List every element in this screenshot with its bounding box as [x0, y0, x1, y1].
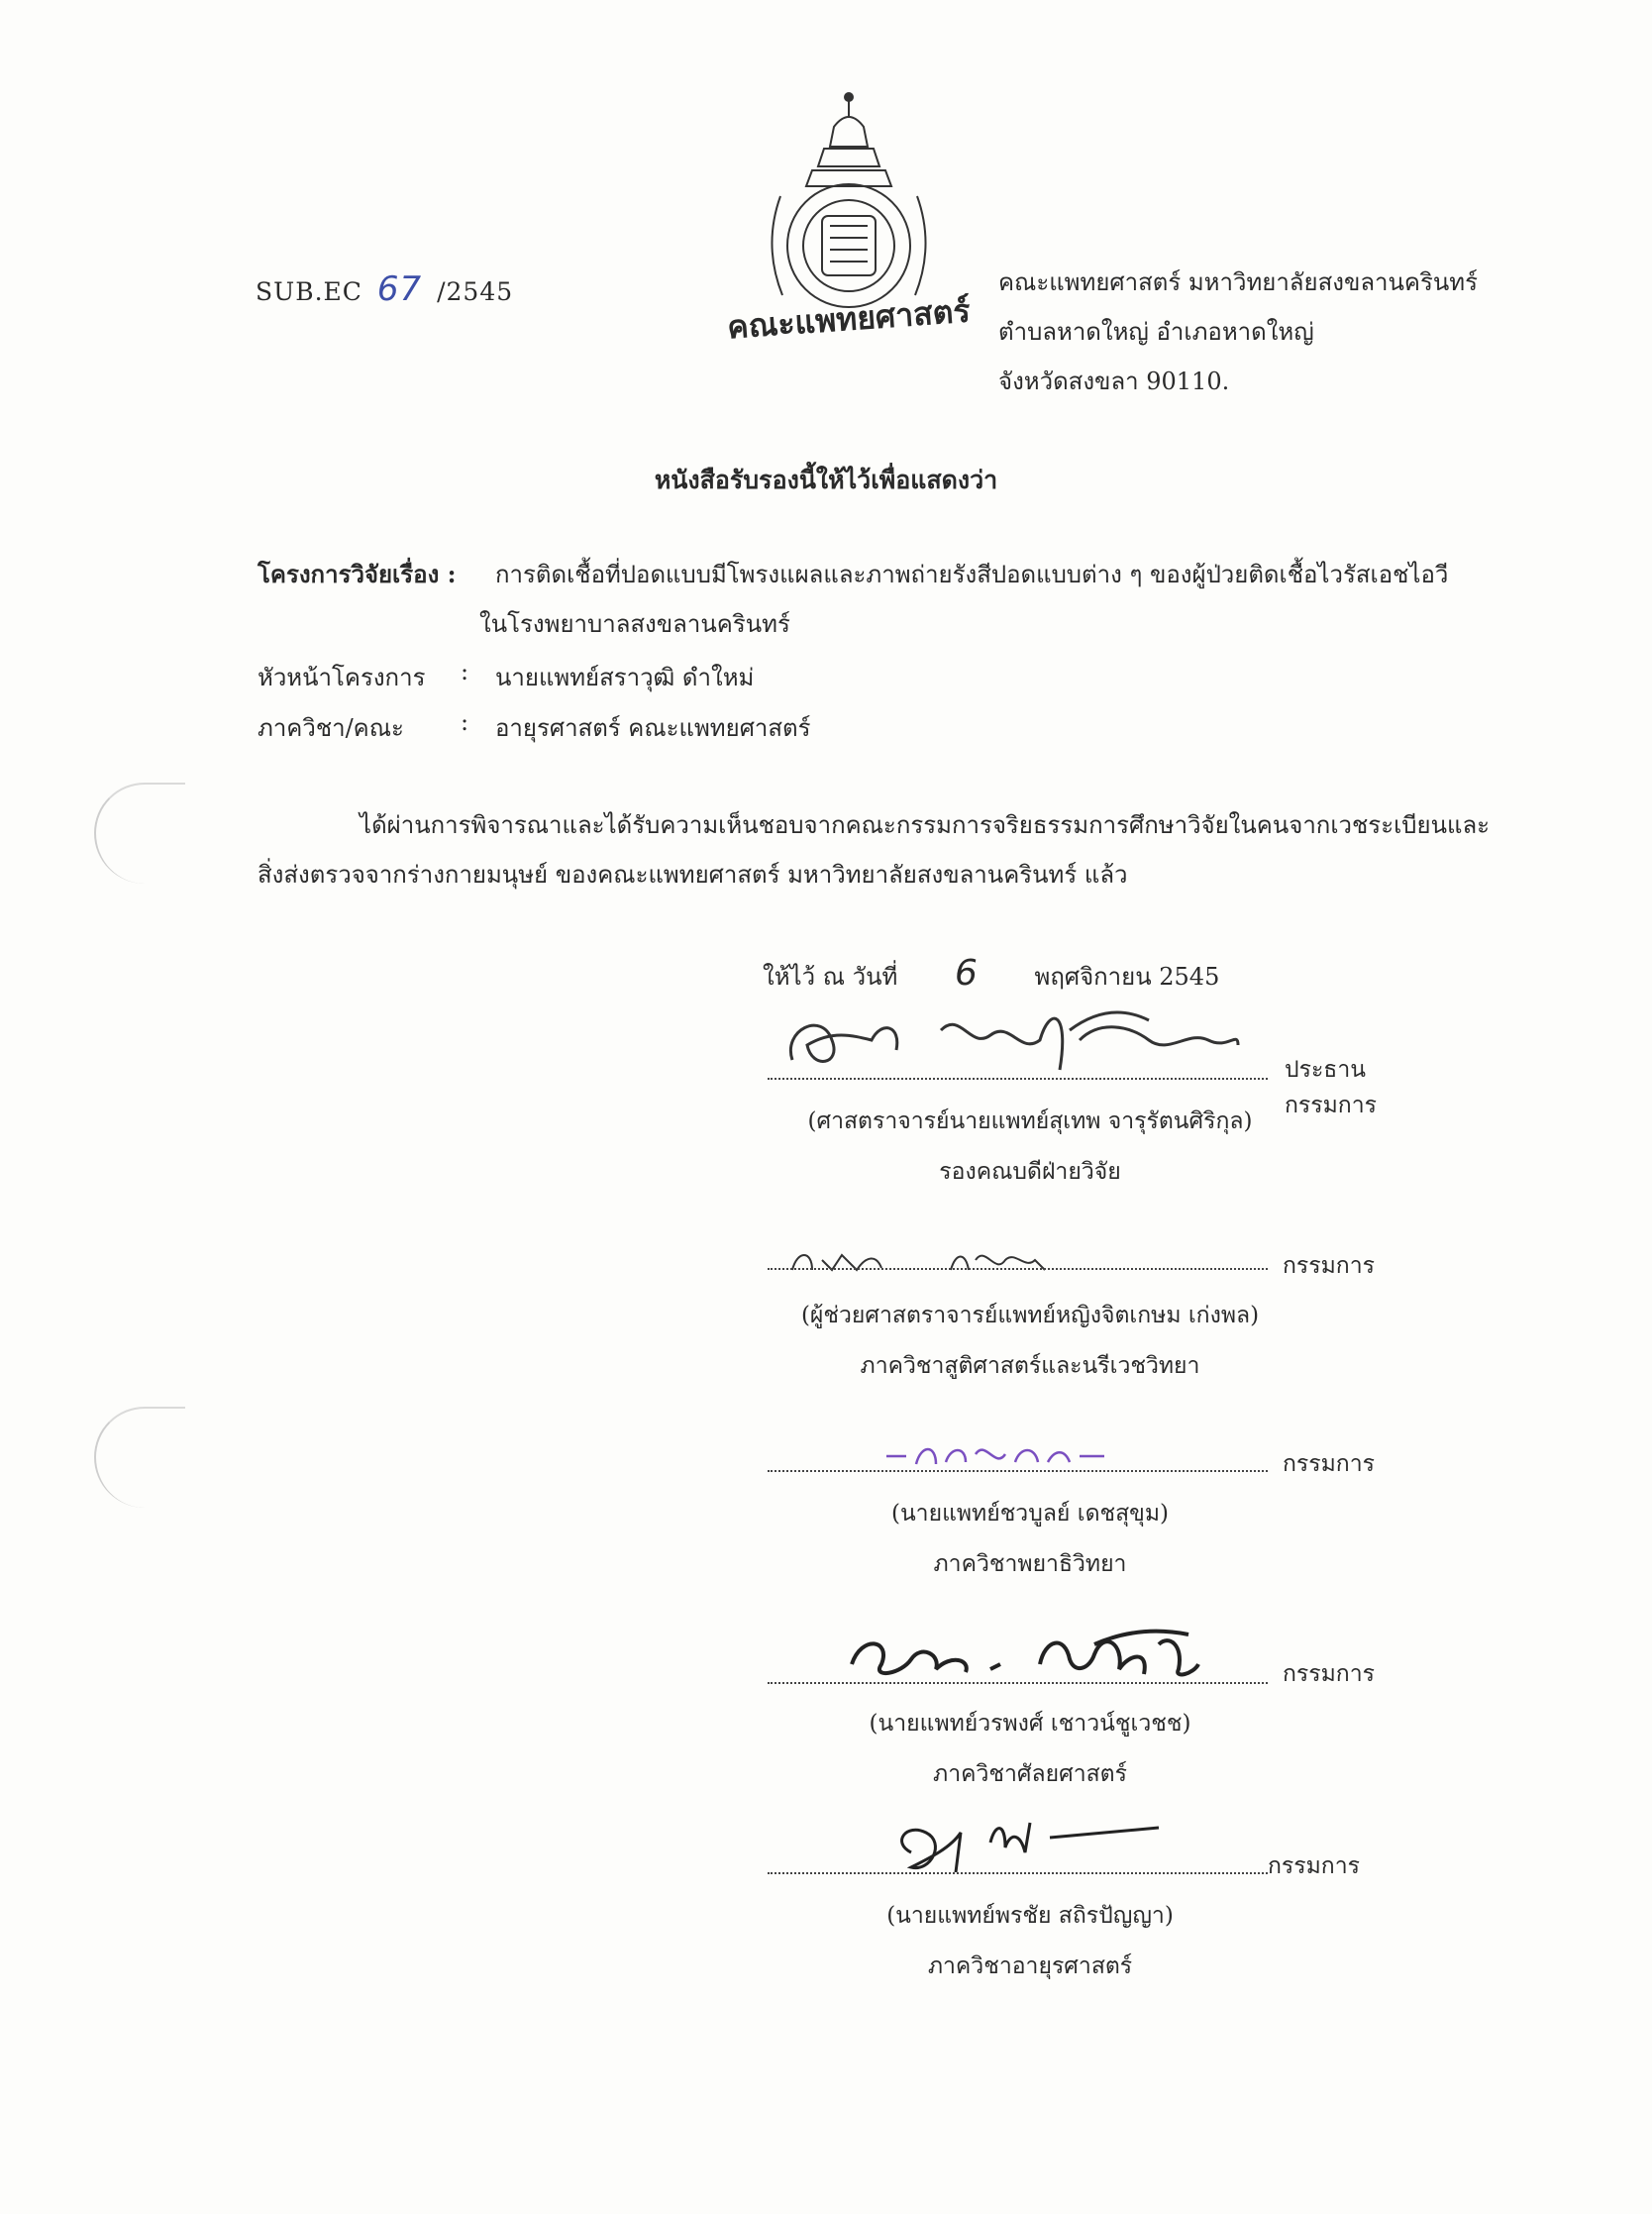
- handwritten-signature: [842, 1625, 1218, 1684]
- document-title: หนังสือรับรองนี้ให้ไว้เพื่อแสดงว่า: [654, 466, 998, 494]
- signatory-name: (นายแพทย์ชวบูลย์ เดชสุขุม): [890, 1501, 1170, 1527]
- project-value: การติดเชื้อที่ปอดแบบมีโพรงแผลและภาพถ่ายรังสีปอดแบบต่าง ๆ ของผู้ป่วยติดเชื้อไวรัสเอชไอวี: [495, 561, 1449, 588]
- signatory-name: (ผู้ช่วยศาสตราจารย์แพทย์หญิงจิตเกษม เก่งพล): [800, 1303, 1260, 1328]
- address-block: [998, 258, 1478, 406]
- signatory-role: ประธานกรรมการ: [1285, 1057, 1377, 1118]
- project-value-continued: ในโรงพยาบาลสงขลานครินทร์: [479, 610, 790, 638]
- handwritten-signature: [881, 1803, 1179, 1882]
- dept-colon: :: [461, 708, 469, 736]
- dept-label: ภาควิชา/คณะ: [258, 714, 404, 742]
- signatory-name: (นายแพทย์พรชัย สถิรปัญญา): [886, 1903, 1174, 1929]
- signature-line: [768, 1470, 1268, 1472]
- ref-number-handwritten: 67: [376, 269, 423, 309]
- signatory-department: ภาควิชาอายุรศาสตร์: [927, 1953, 1133, 1979]
- signature-line: [768, 1872, 1268, 1874]
- issue-date: [763, 953, 1219, 996]
- address-line: จังหวัดสงขลา 90110.: [998, 368, 1230, 395]
- ref-prefix: SUB.EC: [256, 277, 362, 306]
- body-paragraph: [258, 800, 1545, 899]
- address-line: ตำบลหาดใหญ่ อำเภอหาดใหญ่: [998, 318, 1314, 346]
- signatory-department: ภาควิชาพยาธิวิทยา: [933, 1551, 1127, 1577]
- signature-line: [768, 1268, 1268, 1270]
- signatory-role: กรรมการ: [1283, 1253, 1375, 1279]
- handwritten-signature: [881, 1434, 1119, 1474]
- signatory-role: กรรมการ: [1283, 1661, 1375, 1687]
- signature-line: [768, 1078, 1268, 1080]
- signature-line: [768, 1682, 1268, 1684]
- project-label: โครงการวิจัยเรื่อง :: [258, 560, 457, 588]
- signatory-name: (นายแพทย์วรพงศ์ เชาวน์ชูเวชช): [869, 1711, 1191, 1737]
- punch-hole-mark: [94, 783, 185, 884]
- signatory-role: กรรมการ: [1268, 1853, 1360, 1879]
- signatory-department: ภาควิชาสูติศาสตร์และนรีเวชวิทยา: [860, 1353, 1200, 1379]
- date-month-year: พฤศจิกายน 2545: [1034, 963, 1220, 991]
- head-label: หัวหน้าโครงการ: [258, 664, 426, 691]
- signatory-department: รองคณบดีฝ่ายวิจัย: [939, 1159, 1121, 1185]
- handwritten-signature: [782, 1240, 1080, 1280]
- handwritten-signature: [773, 1001, 1268, 1080]
- ref-suffix: /2545: [437, 277, 514, 306]
- date-prefix: ให้ไว้ ณ วันที่: [763, 963, 898, 991]
- seal-text: คณะแพทยศาสตร์: [726, 291, 972, 347]
- head-value: นายแพทย์สราวุฒิ ดำใหม่: [495, 664, 755, 691]
- signatory-role: กรรมการ: [1283, 1451, 1375, 1477]
- body-line: ได้ผ่านการพิจารณาและได้รับความเห็นชอบจากคณะกรรมการจริยธรรมการศึกษาวิจัยในคนจากเวชระเบียนและ: [360, 811, 1491, 839]
- punch-hole-mark: [94, 1407, 185, 1508]
- dept-value: อายุรศาสตร์ คณะแพทยศาสตร์: [495, 714, 811, 742]
- faculty-seal-logo: [726, 87, 972, 347]
- address-line: คณะแพทยศาสตร์ มหาวิทยาลัยสงขลานครินทร์: [998, 268, 1478, 296]
- signatory-name: (ศาสตราจารย์นายแพทย์สุเทพ จารุรัตนศิริกุล): [807, 1108, 1253, 1134]
- head-colon: :: [461, 658, 469, 685]
- signatory-department: ภาควิชาศัลยศาสตร์: [933, 1761, 1127, 1787]
- body-line: สิ่งส่งตรวจจากร่างกายมนุษย์ ของคณะแพทยศาสตร์ มหาวิทยาลัยสงขลานครินทร์ แล้ว: [258, 861, 1128, 889]
- date-day-handwritten: 6: [954, 953, 978, 994]
- reference-number: [256, 269, 513, 309]
